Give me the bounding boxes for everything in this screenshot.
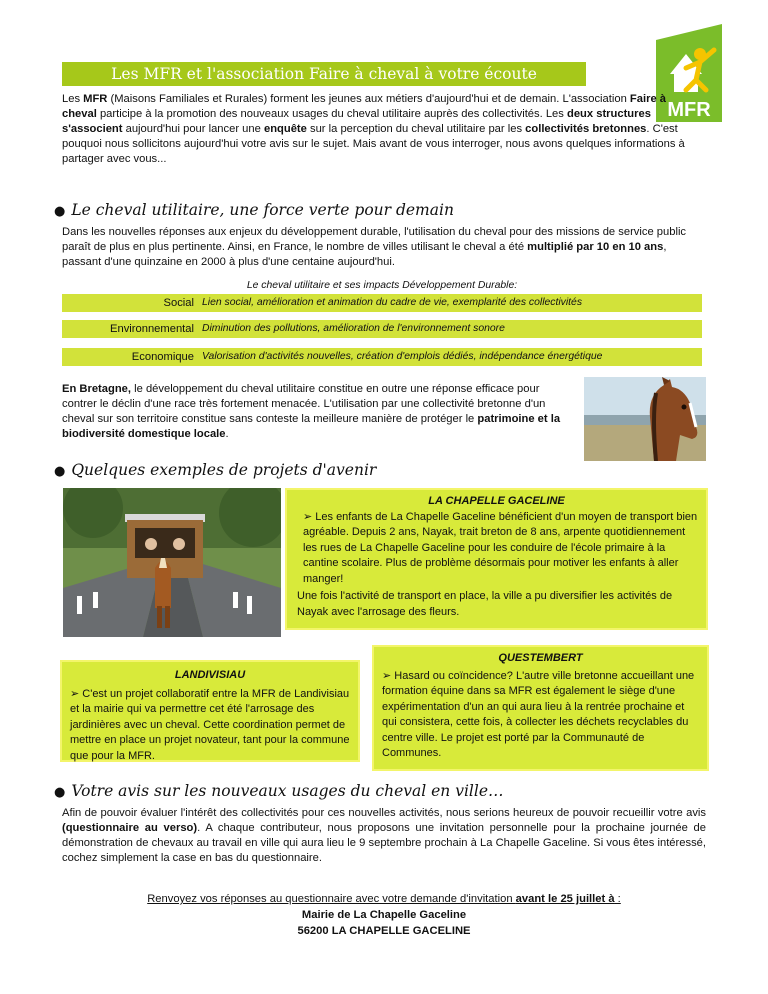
project-text: ➢ Hasard ou coïncidence? L'autre ville bretonne accueillant une formation équine dans sa MFR est également le siège d'une expérimentation d'un an qui aura lieu à la rentrée prochaine et qui consistera, cette fois, à collecter les déchets recyclables du centre ville. Le projet est porté par la Communauté de Communes. — [382, 669, 695, 759]
page-title: Les MFR et l'association Faire à cheval à votre écoute — [62, 62, 586, 86]
table-row-label: Economique — [131, 351, 194, 363]
intro-paragraph: Les MFR (Maisons Familiales et Rurales) forment les jeunes aux métiers d'aujourd'hui et de demain. L'association Faire à cheval participe à la promotion des nouveaux usages du cheval utilitaire auprès des collectivités. Les deux structures s'associent aujourd'hui pour lancer une enquête sur la perception du cheval utilitaire par les collectivités bretonnes. C'est pouquoi nous sollicitons aujourd'hui votre avis sur le sujet. Mais avant de vous interroger, nous avons quelques informations à partager avec vous... — [62, 93, 685, 165]
bullet-icon: ● — [54, 464, 66, 479]
project-box-la-chapelle-gaceline — [285, 488, 708, 630]
table-row — [62, 320, 702, 338]
project-text: Une fois l'activité de transport en place, la ville a pu diversifier les activités de Nayak avec l'arrosage des fleurs. — [297, 590, 673, 618]
bullet-icon: ● — [54, 204, 66, 219]
section3-paragraph: Afin de pouvoir évaluer l'intérêt des collectivités pour ces nouvelles activités, nous serions heureux de pouvoir recueillir votre avis (questionnaire au verso). A chaque contributeur, nous proposons une invitation personnelle pour la prochaine journée de démonstration de chevaux au travail en ville qui aura lieu le 9 septembre prochain à La Chapelle Gaceline. Si vous êtes intéressé, cochez simplement la case en bas du questionnaire. — [62, 807, 706, 864]
section-heading-cheval-utilitaire: ● Le cheval utilitaire, une force verte pour demain — [54, 201, 454, 219]
table-row — [62, 294, 702, 312]
table-row-value: Diminution des pollutions, amélioration de l'environnement sonore — [202, 323, 505, 334]
bretagne-paragraph: En Bretagne, le développement du cheval utilitaire constitue en outre une réponse efficace pour contrer le déclin d'une race très fortement menacée. L'utilisation par une collectivité bretonne d'un cheval sur son territoire constitue sans conteste la meilleure manière de protéger le patrimoine et la biodiversité domestique locale. — [62, 383, 561, 440]
project-title: LA CHAPELLE GACELINE — [428, 495, 565, 507]
table-row — [62, 348, 702, 366]
project-title: LANDIVISIAU — [174, 669, 246, 681]
table-caption: Le cheval utilitaire et ses impacts Développement Durable: — [246, 280, 518, 291]
horse-head-photo — [584, 377, 706, 461]
section-heading-projets: ● Quelques exemples de projets d'avenir — [54, 461, 377, 479]
project-text: ➢ Les enfants de La Chapelle Gaceline bénéficient d'un moyen de transport bien agréable. Depuis 2 ans, Nayak, trait breton de 8 ans, arpente quotidiennement les rues de La Chapelle Gaceline pour les conduire de l'école primaire à la cantine scolaire. Plus de problème désormais pour motiver les enfants à aller manger! — [303, 510, 698, 585]
table-row-value: Valorisation d'activités nouvelles, création d'emplois dédiés, indépendance énergétique — [202, 351, 603, 362]
project-box-questembert — [372, 645, 709, 771]
section1-paragraph: Dans les nouvelles réponses aux enjeux du développement durable, l'utilisation du cheval pour des missions de service public paraît de plus en plus pertinente. Ainsi, en France, le nombre de villes utilisant le cheval a été multiplié par 10 en 10 ans, passant d'une quinzaine en 2000 à plus d'une centaine aujourd'hui. — [62, 226, 687, 268]
table-row-label: Social — [163, 297, 194, 309]
table-row-label: Environnemental — [110, 323, 194, 335]
footer-address-line2: 56200 LA CHAPELLE GACELINE — [297, 925, 471, 937]
section-heading-votre-avis: ● Votre avis sur les nouveaux usages du cheval en ville… — [54, 782, 504, 800]
table-row-value: Lien social, amélioration et animation du cadre de vie, exemplarité des collectivités — [202, 297, 583, 308]
footer-return-line: Renvoyez vos réponses au questionnaire avec votre demande d'invitation avant le 25 juillet à : — [147, 893, 621, 905]
logo-text: MFR — [667, 99, 711, 121]
horse-carriage-photo — [63, 488, 281, 637]
bullet-icon: ● — [54, 785, 66, 800]
project-box-landivisiau — [60, 660, 360, 762]
project-text: ➢ C'est un projet collaboratif entre la MFR de Landivisiau et la mairie qui va permettre cet été l'arrosage des jardinières avec un cheval. Cette coordination permet de mettre en place un projet novateur, tant pour la commune que pour la MFR. — [70, 687, 350, 762]
project-title: QUESTEMBERT — [498, 652, 583, 664]
footer-address-line1: Mairie de La Chapelle Gaceline — [301, 909, 467, 921]
